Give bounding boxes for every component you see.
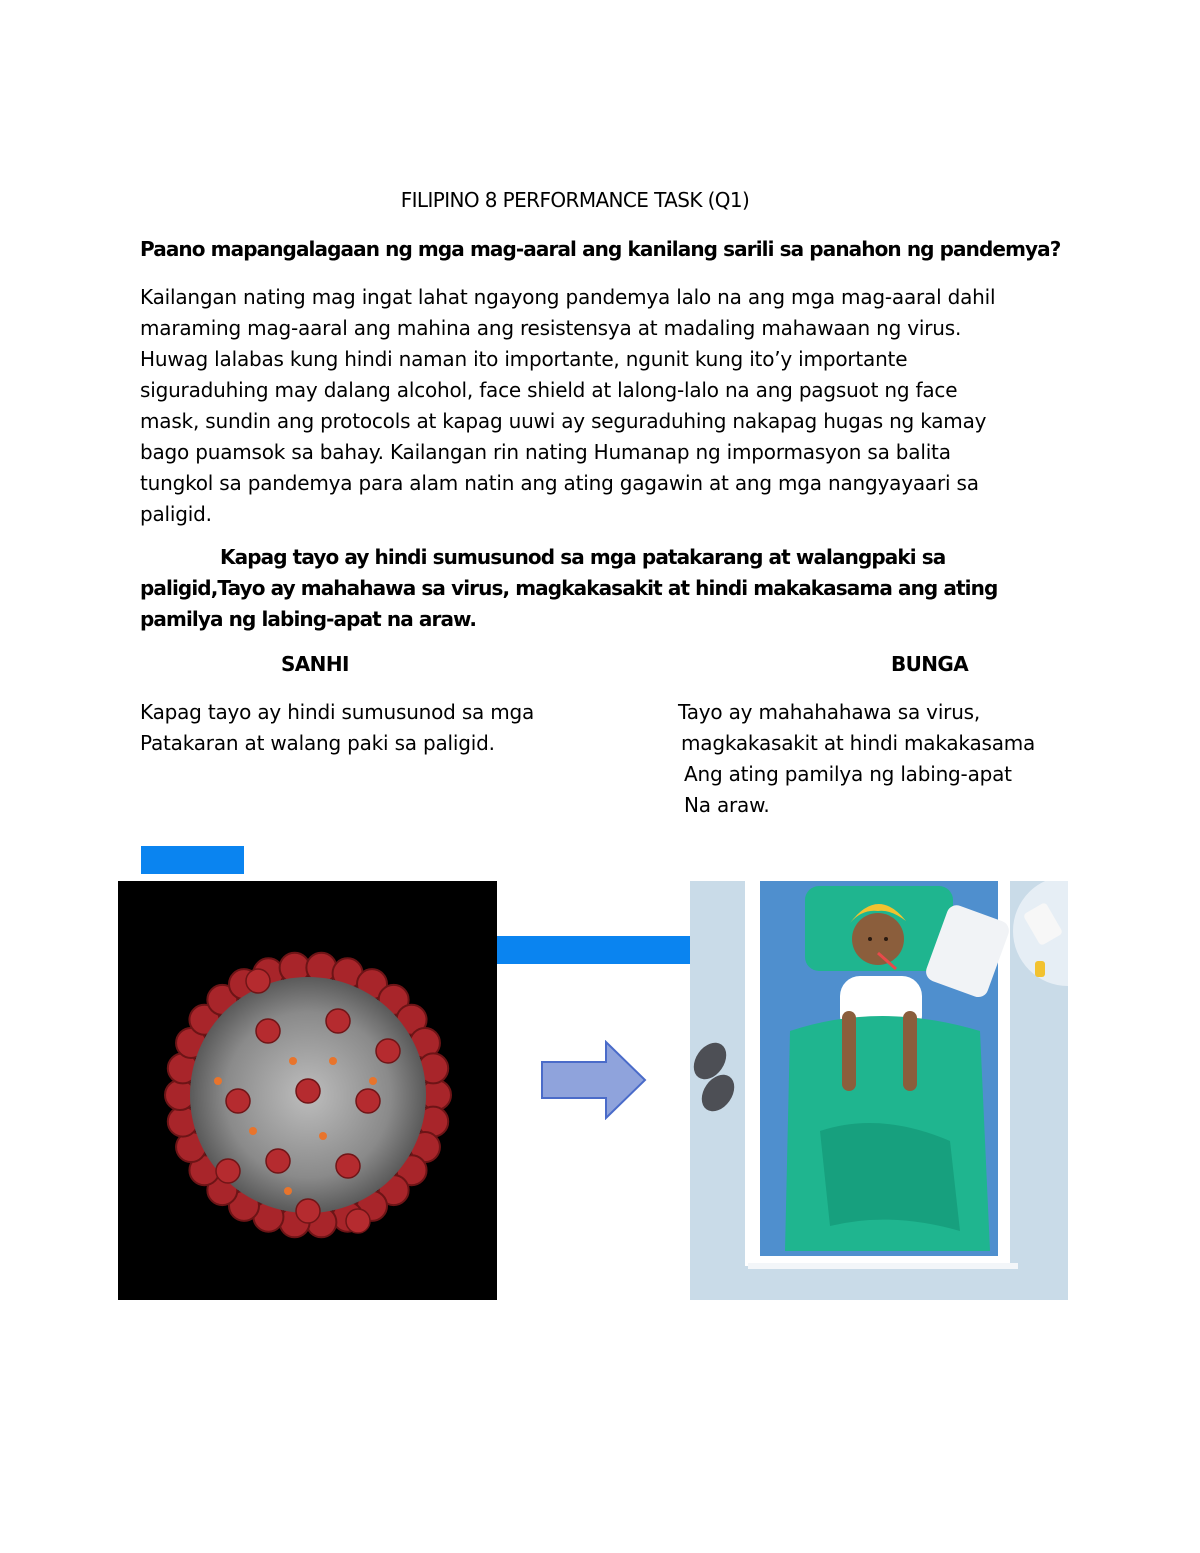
paragraph-line: Huwag lalabas kung hindi naman ito importante, ngunit kung ito’y importante [140,347,908,371]
virus-spike [266,1149,290,1173]
sick-person-image [690,881,1068,1300]
page-title: FILIPINO 8 PERFORMANCE TASK (Q1) [400,188,750,212]
virus-dot [289,1057,297,1065]
virus-dot [284,1187,292,1195]
summary-paragraph [140,542,1100,635]
sanhi-line: Kapag tayo ay hindi sumusunod sa mga [140,700,535,724]
summary-line: Kapag tayo ay hindi sumusunod sa mga patakarang at walangpaki sa [220,545,946,569]
virus-spike [296,1199,320,1223]
paragraph-line: mask, sundin ang protocols at kapag uuwi ay seguraduhing nakapag hugas ng kamay [140,409,987,433]
virus-dot [214,1077,222,1085]
paragraph-line: tungkol sa pandemya para alam natin ang ating gagawin at ang mga nangyayaari sa [140,471,979,495]
blue-connector-bar [497,936,690,964]
sanhi-heading: SANHI [281,652,349,676]
virus-spike [226,1089,250,1113]
bunga-line: magkakasakit at hindi makakasama [681,731,1036,755]
virus-spike [296,1079,320,1103]
virus-spike [246,969,270,993]
paragraph-line: Kailangan nating mag ingat lahat ngayong pandemya lalo na ang mga mag-aaral dahil [140,285,996,309]
question-heading: Paano mapangalagaan ng mga mag-aaral ang kanilang sarili sa panahon ng pandemya? [140,237,1061,261]
blue-label-box [141,846,244,874]
summary-line: pamilya ng labing-apat na araw. [140,607,477,631]
virus-spike [356,1089,380,1113]
sanhi-line: Patakaran at walang paki sa paligid. [140,731,495,755]
bunga-line: Na araw. [684,793,770,817]
bunga-heading: BUNGA [891,652,969,676]
paragraph-line: bago puamsok sa bahay. Kailangan rin nating Humanap ng impormasyon sa balita [140,440,951,464]
bunga-line: Tayo ay mahahahawa sa virus, [678,700,981,724]
virus-spike [216,1159,240,1183]
virus-spike [256,1019,280,1043]
right-arrow-icon [540,1040,648,1120]
paragraph-line: maraming mag-aaral ang mahina ang resistensya at madaling mahawaan ng virus. [140,316,962,340]
virus-spike [336,1154,360,1178]
virus-spike [376,1039,400,1063]
paragraph-line: siguraduhing may dalang alcohol, face shield at lalong-lalo na ang pagsuot ng face [140,378,958,402]
virus-dot [369,1077,377,1085]
virus-image [118,881,497,1300]
bunga-text [678,697,1035,821]
bunga-line: Ang ating pamilya ng labing-apat [684,762,1012,786]
coronavirus-illustration-icon [118,881,497,1300]
summary-line: paligid,Tayo ay mahahawa sa virus, magkakasakit at hindi makakasama ang ating [140,576,998,600]
sanhi-text [140,697,534,759]
virus-dot [329,1057,337,1065]
answer-paragraph [140,282,1100,530]
virus-dot [249,1127,257,1135]
virus-dot [319,1132,327,1140]
paragraph-line: paligid. [140,502,212,526]
virus-spike [346,1209,370,1233]
virus-spike [326,1009,350,1033]
sick-person-in-bed-icon [690,881,1068,1300]
